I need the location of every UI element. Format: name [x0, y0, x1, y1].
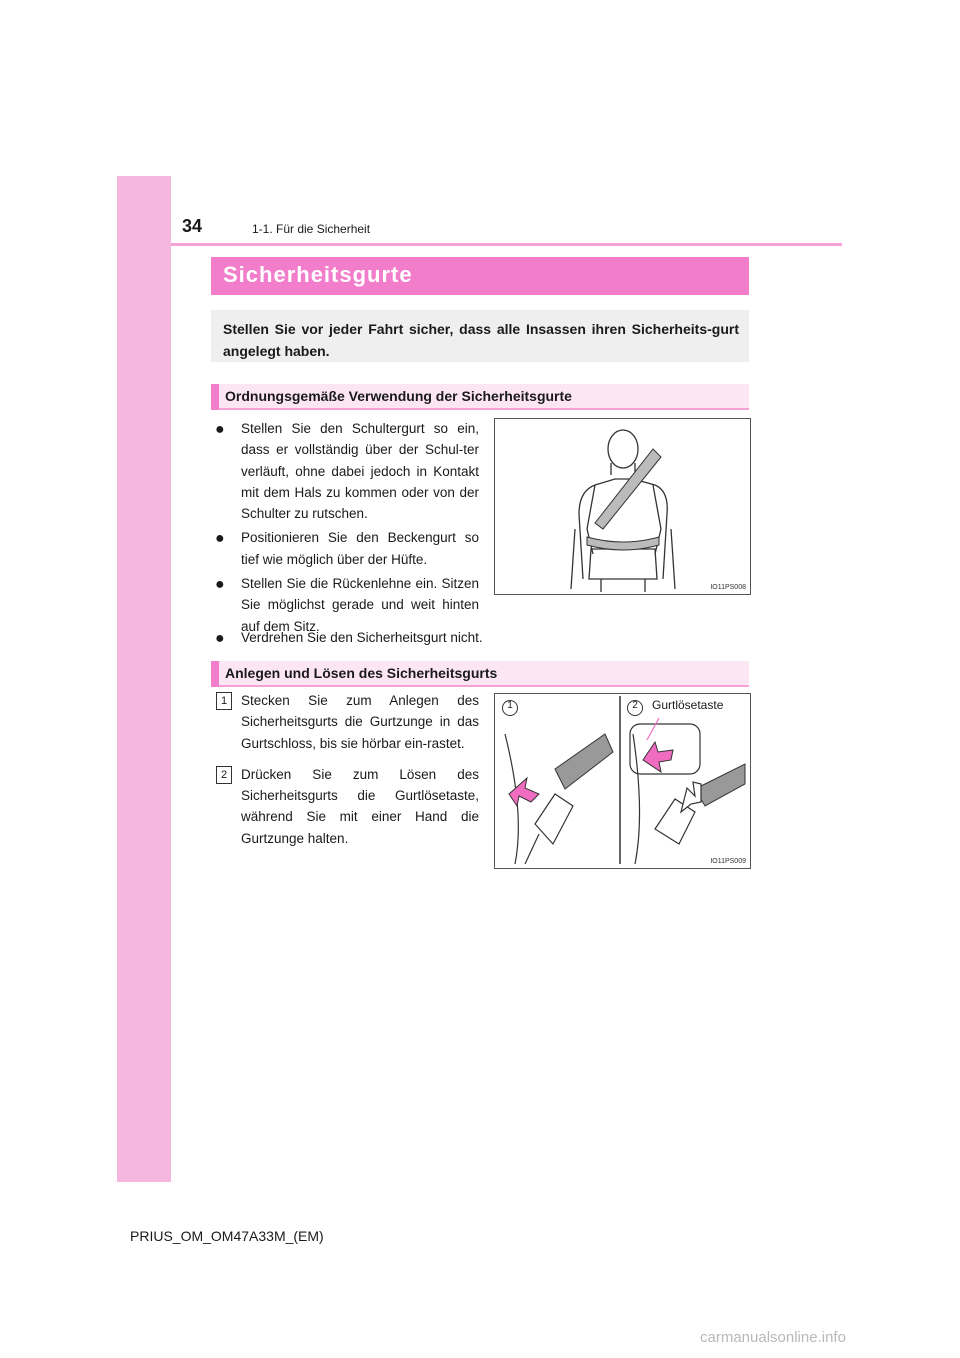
step-text: Drücken Sie zum Lösen des Sicherheitsgurts die Gurtlösetaste, während Sie mit einer Hand die Gurtzunge halten.	[241, 766, 479, 846]
buckle-illustration	[495, 694, 750, 868]
release-button-label: Gurtlösetaste	[652, 698, 724, 712]
intro-box	[211, 310, 749, 362]
header-rule	[171, 243, 842, 246]
page-title: Sicherheitsgurte	[223, 262, 413, 287]
bullet-dot-icon: ●	[215, 530, 225, 548]
seatbelt-figure	[494, 418, 751, 595]
subheading-fasten-text: Anlegen und Lösen des Sicherheitsgurts	[225, 665, 498, 681]
list-item: ● Verdrehen Sie den Sicherheitsgurt nicht.	[215, 630, 483, 647]
seated-person-illustration	[495, 419, 750, 594]
page-number: 34	[182, 216, 203, 236]
subheading-usage	[211, 384, 749, 410]
watermark: carmanualsonline.info	[700, 1329, 846, 1346]
figure-code: IO11PS008	[710, 584, 746, 591]
step-number: 1	[216, 692, 232, 710]
subheading-usage-text: Ordnungsgemäße Verwendung der Sicherheitsgurte	[225, 388, 572, 404]
step-number: 2	[216, 766, 232, 784]
subheading-fasten	[211, 661, 749, 687]
figure-label-two: 2	[632, 700, 638, 711]
list-item: ● Stellen Sie die Rückenlehne ein. Sitzen Sie möglichst gerade und weit hinten auf dem Sitz.	[215, 576, 479, 634]
step-text: Stecken Sie zum Anlegen des Sicherheitsgurts die Gurtzunge in das Gurtschloss, bis sie hörbar ein-rastet.	[241, 693, 479, 751]
step-item	[213, 690, 479, 754]
title-bar	[211, 257, 749, 295]
bullet-dot-icon: ●	[215, 421, 225, 438]
usage-bullet-list	[213, 418, 479, 640]
footer-code: PRIUS_OM_OM47A33M_(EM)	[130, 1228, 324, 1244]
intro-text: Stellen Sie vor jeder Fahrt sicher, dass alle Insassen ihren Sicherheits-gurt angelegt haben.	[223, 321, 739, 359]
figure-label-one: 1	[507, 700, 513, 711]
bullet-dot-icon: ●	[215, 576, 225, 594]
step-item	[213, 764, 479, 849]
list-item: ● Positionieren Sie den Beckengurt so tief wie möglich über der Hüfte.	[215, 530, 479, 567]
buckle-figure	[494, 693, 751, 869]
list-item: ● Stellen Sie den Schultergurt so ein, dass er vollständig über der Schul-ter verläuft, ohne dabei jedoch in Kontakt mit dem Hals zu kommen oder von der Schulter zu rutschen.	[215, 421, 479, 522]
side-tab	[117, 176, 171, 1182]
bullet-dot-icon: ●	[215, 630, 225, 647]
section-label: 1-1. Für die Sicherheit	[252, 222, 371, 236]
fasten-steps	[213, 690, 479, 859]
figure-code: IO11PS009	[710, 858, 746, 865]
